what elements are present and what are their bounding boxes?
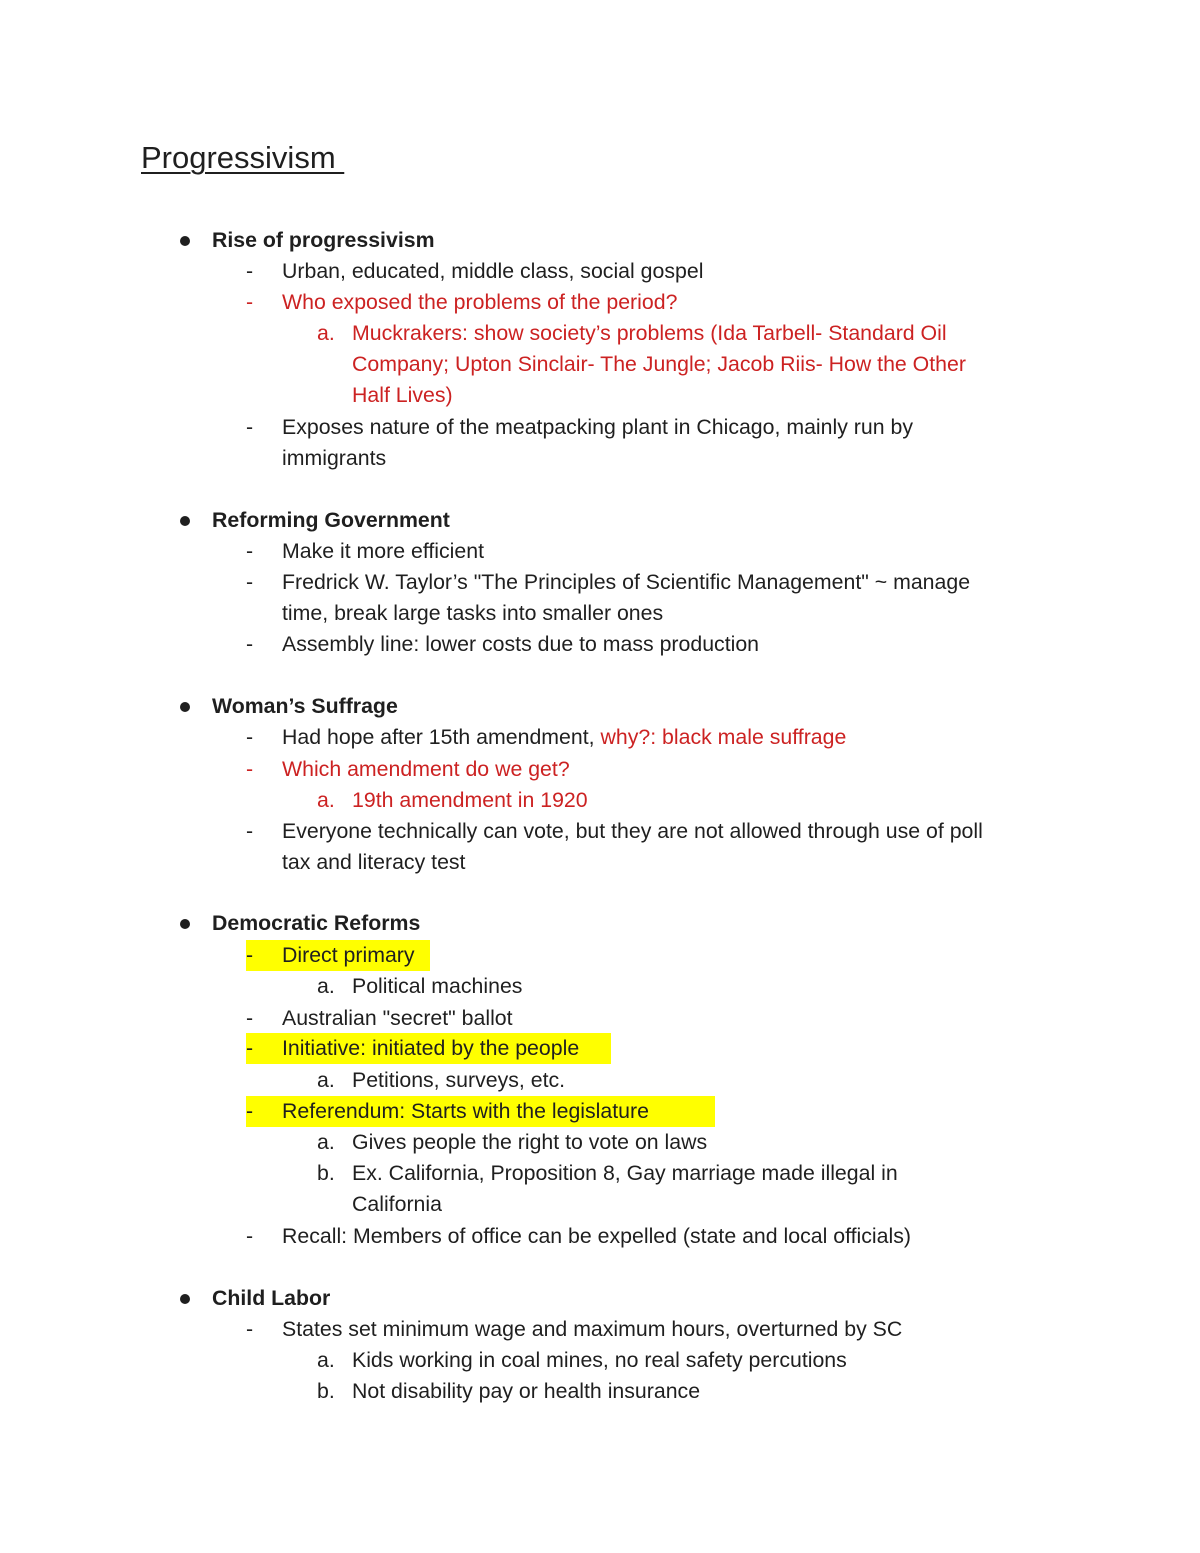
sub-marker-b: b. xyxy=(317,1379,335,1403)
section-heading: Rise of progressivism xyxy=(212,228,435,252)
list-item xyxy=(282,722,846,753)
section-heading: Child Labor xyxy=(212,1286,331,1310)
dash-marker: - xyxy=(246,415,254,439)
dash-marker: - xyxy=(246,1006,254,1030)
sub-marker-a: a. xyxy=(317,788,335,812)
dash-marker: - xyxy=(246,539,254,563)
list-item-continued: time, break large tasks into smaller ones xyxy=(282,601,664,625)
section-heading: Democratic Reforms xyxy=(212,911,421,935)
list-item-highlighted: Direct primary xyxy=(282,943,415,967)
list-item: Fredrick W. Taylor’s "The Principles of Scientific Management" ~ manage xyxy=(282,570,971,594)
bullet-icon xyxy=(180,516,190,526)
sub-list-item: Not disability pay or health insurance xyxy=(352,1379,701,1403)
list-item: Everyone technically can vote, but they are not allowed through use of poll xyxy=(282,819,983,843)
bullet-icon xyxy=(180,1294,190,1304)
sub-list-item: Gives people the right to vote on laws xyxy=(352,1130,708,1154)
dash-marker: - xyxy=(246,259,254,283)
sub-marker-a: a. xyxy=(317,1068,335,1092)
list-item: Exposes nature of the meatpacking plant in Chicago, mainly run by xyxy=(282,415,913,439)
list-item-question: Which amendment do we get? xyxy=(282,757,570,781)
dash-marker: - xyxy=(246,725,254,749)
sub-list-item-continued: Half Lives) xyxy=(352,383,453,407)
list-item-question: why?: black male suffrage xyxy=(600,725,847,749)
list-item: Recall: Members of office can be expelled (state and local officials) xyxy=(282,1224,911,1248)
list-item-highlighted: Initiative: initiated by the people xyxy=(282,1036,580,1060)
section-heading: Reforming Government xyxy=(212,508,450,532)
sub-list-item: Muckrakers: show society’s problems (Ida Tarbell- Standard Oil xyxy=(352,321,947,345)
dash-marker: - xyxy=(246,632,254,656)
dash-marker: - xyxy=(246,1224,254,1248)
list-item: Assembly line: lower costs due to mass production xyxy=(282,632,760,656)
dash-marker: - xyxy=(246,1036,254,1060)
sub-marker-a: a. xyxy=(317,1348,335,1372)
dash-marker: - xyxy=(246,943,254,967)
list-item-highlighted: Referendum: Starts with the legislature xyxy=(282,1099,649,1123)
sub-list-item: 19th amendment in 1920 xyxy=(352,788,588,812)
sub-list-item: Petitions, surveys, etc. xyxy=(352,1068,566,1092)
sub-list-item: Political machines xyxy=(352,974,523,998)
dash-marker: - xyxy=(246,1317,254,1341)
list-item: Make it more efficient xyxy=(282,539,485,563)
list-item: States set minimum wage and maximum hours, overturned by SC xyxy=(282,1317,903,1341)
list-item-question: Who exposed the problems of the period? xyxy=(282,290,678,314)
bullet-icon xyxy=(180,919,190,929)
dash-marker: - xyxy=(246,570,254,594)
sub-list-item: Kids working in coal mines, no real safety percutions xyxy=(352,1348,847,1372)
sub-marker-a: a. xyxy=(317,321,335,345)
dash-marker: - xyxy=(246,290,254,314)
section-heading: Woman’s Suffrage xyxy=(212,694,398,718)
list-item: Australian "secret" ballot xyxy=(282,1006,513,1030)
sub-marker-a: a. xyxy=(317,974,335,998)
sub-list-item: Ex. California, Proposition 8, Gay marriage made illegal in xyxy=(352,1161,898,1185)
dash-marker: - xyxy=(246,757,254,781)
list-item: Urban, educated, middle class, social gospel xyxy=(282,259,704,283)
list-item-text: Had hope after 15th amendment, xyxy=(282,725,601,749)
dash-marker: - xyxy=(246,1099,254,1123)
sub-marker-b: b. xyxy=(317,1161,335,1185)
list-item-continued: immigrants xyxy=(282,446,387,470)
bullet-icon xyxy=(180,702,190,712)
sub-list-item-continued: California xyxy=(352,1192,442,1216)
bullet-icon xyxy=(180,236,190,246)
dash-marker: - xyxy=(246,819,254,843)
document-title: Progressivism xyxy=(141,140,345,175)
sub-marker-a: a. xyxy=(317,1130,335,1154)
sub-list-item-continued: Company; Upton Sinclair- The Jungle; Jacob Riis- How the Other xyxy=(352,352,966,376)
list-item-continued: tax and literacy test xyxy=(282,850,466,874)
